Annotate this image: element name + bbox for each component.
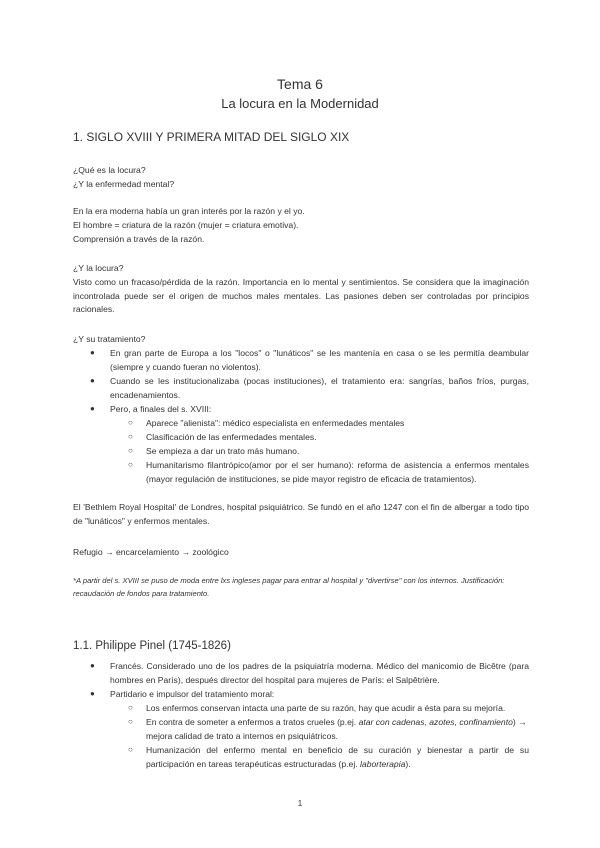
- page-number: 1: [297, 799, 303, 808]
- paragraph: En la era moderna había un gran interés por la razón y el yo.: [73, 206, 305, 216]
- paragraph: Visto como un fracaso/pérdida de la razón. Importancia en lo mental y sentimientos. Se considera que la imaginación incontrolada puede ser el origen de muchos males mentales. Las pasiones deben ser controladas por principios racionales.: [73, 277, 529, 315]
- list-item: En gran parte de Europa a los "locos" o "lunáticos" se les mantenía en casa o se les permitía deambular (siempre y cuando fueran no violentos).: [110, 348, 529, 372]
- sub-list-item: Clasificación de las enfermedades mentales.: [146, 432, 317, 442]
- bullet-icon: ●: [90, 376, 95, 385]
- text-run: ).: [405, 758, 411, 769]
- sub-list-item: [146, 744, 529, 771]
- paragraph: ¿Y su tratamiento?: [73, 334, 146, 344]
- paragraph: Refugio → encarcelamiento → zoológico: [73, 547, 229, 557]
- list-item: Francés. Considerado uno de los padres de la psiquiatría moderna. Médico del manicomio de Bicêtre (para hombres en París), después director del hospital para mujeres de París: el Salpêtrière.: [110, 661, 529, 685]
- bullet-icon: ●: [90, 661, 95, 670]
- paragraph: ¿Qué es la locura?: [73, 165, 146, 175]
- text-run: Humanización del enfermo mental en beneficio de su curación y bienestar a partir de su participación en tareas terapéuticas estructuradas (p.ej.: [146, 745, 529, 769]
- sub-bullet-icon: ○: [128, 432, 133, 441]
- sub-bullet-icon: ○: [128, 446, 133, 455]
- list-item: Pero, a finales del s. XVIII:: [110, 404, 212, 414]
- page-subtitle: La locura en la Modernidad: [221, 96, 379, 111]
- sub-bullet-icon: ○: [128, 717, 133, 726]
- section-heading: 1. SIGLO XVIII Y PRIMERA MITAD DEL SIGLO XIX: [73, 130, 350, 144]
- list-item: Partidario e impulsor del tratamiento moral:: [110, 689, 275, 699]
- sub-list-item: [146, 716, 529, 743]
- sub-bullet-icon: ○: [128, 703, 133, 712]
- text-run: En contra de someter a enfermos a tratos crueles (p.ej.: [146, 717, 359, 727]
- paragraph: Comprensión a través de la razón.: [73, 234, 205, 244]
- emphasis-text: laborterapia: [360, 758, 406, 769]
- subsection-heading: 1.1. Philippe Pinel (1745-1826): [73, 640, 231, 652]
- text-run: ) → mejora calidad de trato a internos en psiquiátricos.: [146, 717, 527, 741]
- sub-list-item: Los enfermos conservan intacta una parte de su razón, hay que acudir a ésta para su mejoría.: [146, 703, 506, 713]
- sub-bullet-icon: ○: [128, 418, 133, 427]
- bullet-icon: ●: [90, 404, 95, 413]
- paragraph: ¿Y la locura?: [73, 263, 124, 273]
- paragraph: El hombre = criatura de la razón (mujer = criatura emotiva).: [73, 220, 299, 230]
- bullet-icon: ●: [90, 689, 95, 698]
- paragraph: El 'Bethlem Royal Hospital' de Londres, hospital psiquiátrico. Se fundó en el año 1247 con el fin de albergar a todo tipo de "lunáticos" y enfermos mentales.: [73, 502, 529, 526]
- page-title: Tema 6: [277, 76, 323, 92]
- sub-list-item: Humanitarismo filantrópico(amor por el ser humano): reforma de asistencia a enfermos mentales (mayor regulación de instituciones, se pide mayor registro de eficacia de tratamientos).: [146, 460, 529, 484]
- emphasis-text: atar con cadenas, azotes, confinamiento: [358, 717, 513, 727]
- footnote: *A partir del s. XVIII se puso de moda entre lxs ingleses pagar para entrar al hospital y "divertirse" con los internos. Justificación: recaudación de fondos para tratamiento.: [73, 576, 505, 598]
- sub-bullet-icon: ○: [128, 460, 133, 469]
- sub-list-item: Se empieza a dar un trato más humano.: [146, 446, 300, 456]
- bullet-icon: ●: [90, 348, 95, 357]
- sub-list-item: Aparece "alienista": médico especialista en enfermedades mentales: [146, 418, 405, 428]
- paragraph: ¿Y la enfermedad mental?: [73, 179, 175, 189]
- sub-bullet-icon: ○: [128, 745, 133, 754]
- list-item: Cuando se les institucionalizaba (pocas instituciones), el tratamiento era: sangrías, baños fríos, purgas, encadenamientos.: [110, 376, 529, 400]
